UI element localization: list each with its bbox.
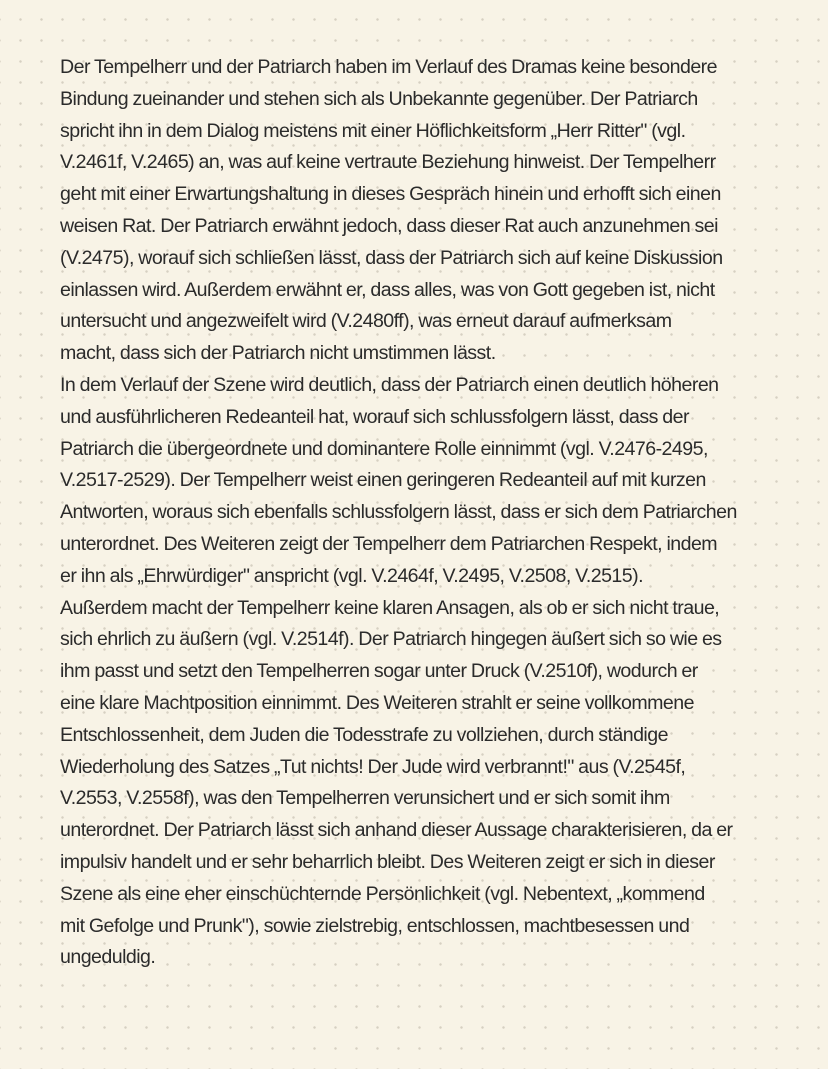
text-line: V.2461f, V.2465) an, was auf keine vertraute Beziehung hinweist. Der Tempelherr [60,151,716,174]
text-line: Bindung zueinander und stehen sich als Unbekannte gegenüber. Der Patriarch [60,87,698,110]
text-line: einlassen wird. Außerdem erwähnt er, dass alles, was von Gott gegeben ist, nicht [60,278,715,301]
text-line: macht, dass sich der Patriarch nicht umstimmen lässt. [60,342,496,365]
text-line: V.2517-2529). Der Tempelherr weist einen geringeren Redeanteil auf mit kurzen [60,469,706,492]
text-line: Wiederholung des Satzes „Tut nichts! Der Jude wird verbrannt!" aus (V.2545f, [60,755,686,778]
text-line: spricht ihn in dem Dialog meistens mit einer Höflichkeitsform „Herr Ritter" (vgl. [60,119,686,142]
text-line: In dem Verlauf der Szene wird deutlich, dass der Patriarch einen deutlich höheren [60,373,719,396]
text-line: unterordnet. Des Weiteren zeigt der Tempelherr dem Patriarchen Respekt, indem [60,532,718,555]
notes-page [60,52,770,974]
text-line: untersucht und angezweifelt wird (V.2480ff), was erneut darauf aufmerksam [60,310,672,333]
text-line: geht mit einer Erwartungshaltung in dieses Gespräch hinein und erhofft sich einen [60,183,721,206]
text-line: er ihn als „Ehrwürdiger" anspricht (vgl. V.2464f, V.2495, V.2508, V.2515). [60,564,643,587]
text-line: Szene als eine eher einschüchternde Persönlichkeit (vgl. Nebentext, „kommend [60,882,705,905]
text-line: (V.2475), worauf sich schließen lässt, dass der Patriarch sich auf keine Diskussion [60,246,723,269]
text-line: Patriarch die übergeordnete und dominantere Rolle einnimmt (vgl. V.2476-2495, [60,437,708,460]
text-line: impulsiv handelt und er sehr beharrlich bleibt. Des Weiteren zeigt er sich in dieser [60,850,715,873]
text-line: Der Tempelherr und der Patriarch haben im Verlauf des Dramas keine besondere [60,56,718,78]
text-line: sich ehrlich zu äußern (vgl. V.2514f). Der Patriarch hingegen äußert sich so wie es [60,628,722,651]
text-line: Entschlossenheit, dem Juden die Todesstrafe zu vollziehen, durch ständige [60,723,668,746]
text-line: ungeduldig. [60,946,156,969]
text-line: und ausführlicheren Redeanteil hat, worauf sich schlussfolgern lässt, dass der [60,405,689,428]
text-line: Außerdem macht der Tempelherr keine klaren Ansagen, als ob er sich nicht traue, [60,596,720,619]
text-line: Antworten, woraus sich ebenfalls schlussfolgern lässt, dass er sich dem Patriarchen [60,501,737,524]
text-line: mit Gefolge und Prunk"), sowie zielstrebig, entschlossen, machtbesessen und [60,914,690,937]
essay-text [60,52,770,974]
text-line: unterordnet. Der Patriarch lässt sich anhand dieser Aussage charakterisieren, da er [60,819,733,842]
text-line: V.2553, V.2558f), was den Tempelherren verunsichert und er sich somit ihm [60,787,670,810]
text-line: ihm passt und setzt den Tempelherren sogar unter Druck (V.2510f), wodurch er [60,660,698,683]
text-line: weisen Rat. Der Patriarch erwähnt jedoch, dass dieser Rat auch anzunehmen sei [60,214,718,237]
text-line: eine klare Machtposition einnimmt. Des Weiteren strahlt er seine vollkommene [60,691,694,714]
